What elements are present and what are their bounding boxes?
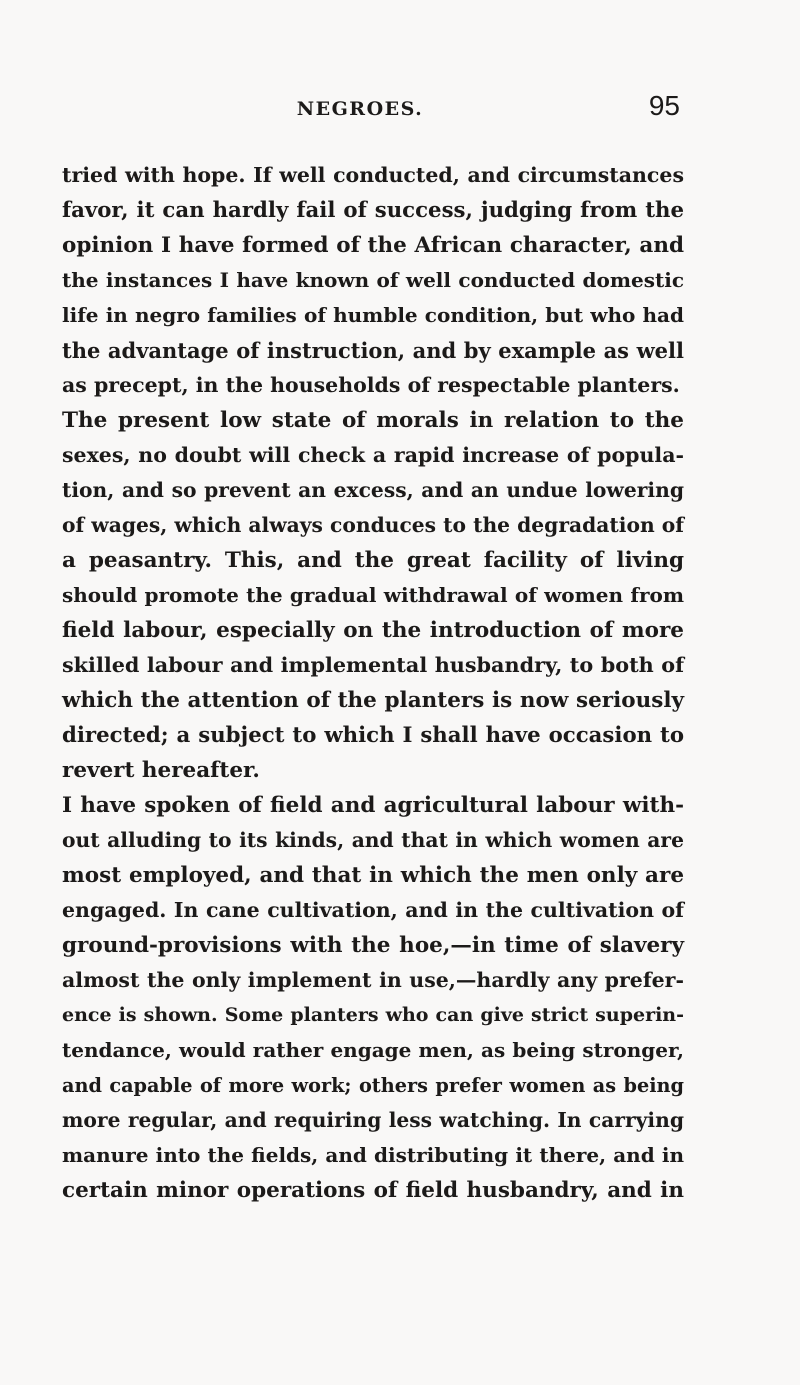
page-number: 95 [648, 90, 680, 121]
text-line: out alluding to its kinds, and that in which women are [62, 828, 684, 852]
text-line: more regular, and requiring less watching. In carrying [62, 1108, 684, 1132]
text-line: tried with hope. If well conducted, and circumstances [62, 163, 684, 187]
text-line: the instances I have known of well conducted domestic [62, 268, 684, 292]
text-line: sexes, no doubt will check a rapid increase of popula- [62, 443, 684, 467]
text-line: revert hereafter. [62, 758, 260, 783]
text-line: skilled labour and implemental husbandry, to both of [62, 653, 684, 677]
text-line: engaged. In cane cultivation, and in the cultivation of [62, 898, 684, 922]
text-line: should promote the gradual withdrawal of women from [62, 583, 684, 607]
body-text [62, 158, 684, 1208]
text-line: certain minor operations of field husbandry, and in [62, 1178, 684, 1203]
text-line: tion, and so prevent an excess, and an undue lowering [62, 478, 684, 502]
text-line: most employed, and that in which the men only are [62, 863, 684, 888]
text-line: manure into the fields, and distributing it there, and in [62, 1143, 684, 1167]
text-line: almost the only implement in use,—hardly any prefer- [62, 968, 684, 992]
text-line: The present low state of morals in relation to the [62, 408, 684, 433]
text-line: life in negro families of humble condition, but who had [62, 303, 684, 327]
text-line: a peasantry. This, and the great facility of living [62, 548, 684, 573]
running-title: NEGROES. [296, 98, 424, 120]
text-line: directed; a subject to which I shall have occasion to [62, 723, 684, 748]
text-line: which the attention of the planters is now seriously [62, 688, 684, 713]
text-line: field labour, especially on the introduction of more [62, 618, 684, 643]
text-line: ground-provisions with the hoe,—in time of slavery [62, 933, 684, 958]
text-line: the advantage of instruction, and by example as well [62, 338, 684, 363]
running-head [40, 90, 680, 130]
text-line: and capable of more work; others prefer women as being [62, 1074, 684, 1097]
text-line: of wages, which always conduces to the degradation of [62, 513, 684, 537]
text-line: I have spoken of field and agricultural labour with- [62, 793, 684, 818]
text-line: tendance, would rather engage men, as being stronger, [62, 1038, 684, 1062]
text-line: opinion I have formed of the African character, and [62, 233, 684, 258]
text-line: as precept, in the households of respectable planters. [62, 373, 680, 397]
text-line: ence is shown. Some planters who can give strict superin- [62, 1004, 684, 1026]
text-line: favor, it can hardly fail of success, judging from the [62, 198, 684, 223]
